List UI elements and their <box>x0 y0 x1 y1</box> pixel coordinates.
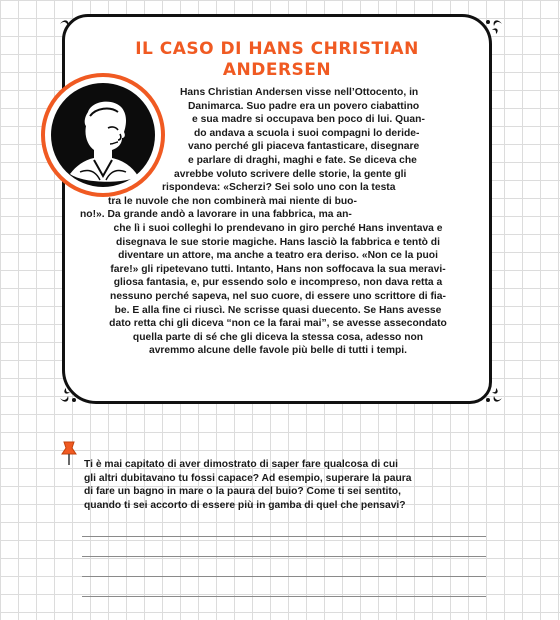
story-line: gliosa fantasia, e, pur essendo solo e incompreso, non dava retta a <box>113 277 443 289</box>
story-line: be. E alla fine ci riuscì. Ne scrisse quasi duecento. Se Hans avesse <box>114 304 442 316</box>
story-text <box>76 86 480 358</box>
story-line: quella parte di sé che gli diceva la stessa cosa, adesso non <box>132 331 424 343</box>
question-line: di fare un bagno in mare o la paura del buio? Come ti sei sentito, <box>84 486 401 497</box>
story-line: no!». Da grande andò a lavorare in una fabbrica, ma an- <box>80 209 352 221</box>
story-line: che lì i suoi colleghi lo prendevano in giro perché Hans inventava e <box>113 222 443 234</box>
story-line: e parlare di draghi, maghi e fate. Se diceva che <box>188 154 417 166</box>
story-line: vano perché gli piaceva fantasticare, disegnare <box>188 141 420 153</box>
question-line: gli altri dubitavano tu fossi capace? Ad esempio, superare la paura <box>84 472 412 484</box>
answer-line[interactable] <box>82 576 486 577</box>
story-line: fare!» gli ripetevano tutti. Intanto, Hans non soffocava la sua meravi- <box>110 263 446 275</box>
story-line: rispondeva: «Scherzi? Sei solo uno con la testa <box>162 182 396 194</box>
story-line: do andava a scuola i suoi compagni lo deride- <box>194 127 420 139</box>
question-line: Ti è mai capitato di aver dimostrato di saper fare qualcosa di cui <box>84 459 398 470</box>
answer-line[interactable] <box>82 536 486 537</box>
story-line: Danimarca. Suo padre era un povero ciabattino <box>188 100 420 112</box>
story-line: e sua madre si occupava ben poco di lui. Quan- <box>192 114 425 126</box>
title-line-2: ANDERSEN <box>222 60 332 80</box>
answer-line[interactable] <box>82 556 486 557</box>
story-line: avremmo alcune delle favole più belle di tutti i tempi. <box>148 345 408 357</box>
story-line: disegnava le sue storie magiche. Hans lasciò la fabbrica e tentò di <box>116 236 440 248</box>
story-line: avrebbe voluto scrivere delle storie, la gente gli <box>174 168 407 180</box>
story-line: Hans Christian Andersen visse nell’Ottocento, in <box>180 87 419 98</box>
question-line: quando ti sei accorto di essere più in gamba di quel che pensavi? <box>84 499 406 511</box>
story-line: tra le nuvole che non combinerà mai niente di buo- <box>108 195 357 207</box>
pushpin-icon <box>60 440 80 466</box>
answer-line[interactable] <box>82 596 486 597</box>
story-line: dato retta chi gli diceva “non ce la farai mai”, se avesse assecondato <box>109 318 447 330</box>
question-text <box>84 458 484 512</box>
story-line: nessuno perché sapeva, nel suo cuore, di essere uno scrittore di fia- <box>110 290 446 302</box>
story-line: diventare un attore, ma anche a teatro era deriso. «Non ce la puoi <box>118 250 438 262</box>
title-line-1: IL CASO DI HANS CHRISTIAN <box>135 39 419 59</box>
